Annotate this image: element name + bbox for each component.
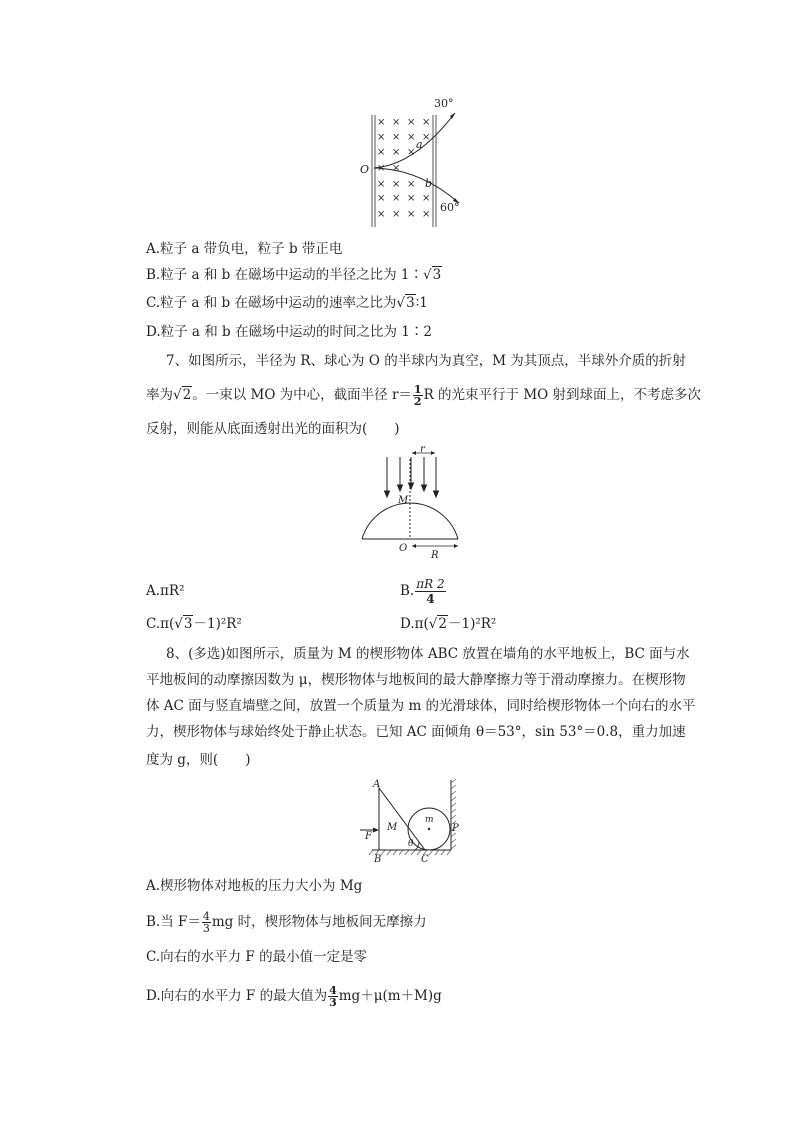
label-F: F [365, 831, 372, 842]
q8-option-b-pre: B.当 F＝ [146, 914, 201, 930]
q7-option-c-a: C.π( [146, 616, 175, 632]
q8-option-d-fraction [328, 985, 338, 1008]
svg-text:×: × [407, 117, 416, 128]
q8-option-b [146, 911, 427, 934]
q6-option-a: A.粒子 a 带负电，粒子 b 带正电 [146, 241, 343, 257]
q7-stem-line3: 反射，则能从底面透射出光的面积为( ) [146, 421, 400, 437]
q7-option-b-num: πR 2 [416, 577, 445, 591]
label-r: r [420, 444, 425, 455]
q7-frac-num: 1 [413, 383, 422, 396]
q7-option-d: D.π(√2－1)²R² [400, 616, 497, 632]
q7-radicand: 2 [182, 387, 192, 403]
svg-text:×: × [422, 193, 431, 204]
label-M: M [398, 495, 409, 506]
q8-option-d-post: mg＋μ(m＋M)g [338, 988, 442, 1004]
label-m: m [425, 815, 434, 825]
q8-option-b-num: 4 [202, 910, 210, 923]
q6-option-b-text: B.粒子 a 和 b 在磁场中运动的半径之比为 1∶ [146, 267, 423, 283]
q8-option-b-fraction [202, 911, 211, 934]
q7-option-a: A.πR² [146, 583, 185, 599]
q7-frac-den: 2 [413, 395, 422, 408]
q8-option-d [146, 985, 442, 1008]
magnetic-field-figure [355, 95, 465, 230]
svg-text:×: × [392, 209, 401, 220]
q7-option-b-fraction [415, 577, 445, 606]
q8-option-d-den: 3 [329, 996, 337, 1009]
q7-option-c: C.π(√3－1)²R² [146, 616, 242, 632]
label-A: A [373, 779, 381, 790]
q8-option-d-pre: D.向右的水平力 F 的最大值为 [146, 988, 328, 1004]
point-O-label: O [360, 163, 370, 176]
q7-option-d-a: D.π( [400, 616, 429, 632]
q7-text-c: R 的光束平行于 MO 射到球面上，不考虑多次 [423, 387, 702, 403]
q7-option-b-label: B. [400, 583, 415, 599]
q7-option-b-den: 4 [426, 592, 435, 606]
q8-option-b-post: mg 时，楔形物体与地板间无摩擦力 [211, 914, 427, 930]
svg-text:×: × [392, 163, 401, 174]
q7-fraction [413, 384, 423, 407]
svg-text:×: × [392, 147, 401, 158]
hemisphere-figure [355, 444, 470, 561]
q6-option-c-radicand: 3 [406, 295, 415, 311]
svg-text:×: × [407, 193, 416, 204]
q8-stem-line1: 8、(多选)如图所示，质量为 M 的楔形物体 ABC 放置在墙角的水平地板上，BC 面与水 [166, 646, 690, 662]
label-theta: θ [408, 839, 414, 849]
q7-stem-line1: 7、如图所示，半径为 R、球心为 O 的半球内为真空，M 为其顶点，半球外介质的折射 [166, 353, 686, 369]
q7-option-d-b: －1)²R² [447, 616, 497, 632]
label-P: P [452, 823, 459, 834]
angle-60-label: 60° [440, 201, 460, 214]
svg-text:×: × [407, 209, 416, 220]
svg-text:×: × [392, 193, 401, 204]
svg-text:×: × [392, 179, 401, 190]
svg-text:×: × [377, 117, 386, 128]
svg-text:×: × [392, 117, 401, 128]
q6-option-d: D.粒子 a 和 b 在磁场中运动的时间之比为 1∶2 [146, 324, 432, 340]
svg-text:×: × [392, 132, 401, 143]
q7-option-c-b: －1)²R² [193, 616, 242, 632]
svg-text:×: × [377, 132, 386, 143]
svg-text:×: × [377, 147, 386, 158]
svg-text:×: × [422, 209, 431, 220]
q6-option-c: C.粒子 a 和 b 在磁场中运动的速率之比为√3∶1 [146, 295, 428, 311]
svg-text:×: × [377, 209, 386, 220]
svg-text:×: × [407, 147, 416, 158]
q7-text-a: 率为 [146, 387, 173, 403]
label-C: C [421, 854, 429, 865]
q7-option-d-radicand: 2 [438, 616, 447, 632]
q8-stem-line4: 力，楔形物体与球始终处于静止状态。已知 AC 面倾角 θ＝53°，sin 53°＝0.8，重力加速 [146, 724, 686, 740]
q6-option-b: B.粒子 a 和 b 在磁场中运动的半径之比为 1∶√3 [146, 267, 442, 283]
svg-text:×: × [407, 179, 416, 190]
trajectory-b [374, 168, 459, 203]
q8-option-b-den: 3 [202, 922, 210, 935]
label-M: M [387, 822, 398, 833]
q8-stem-line2: 平地板间的动摩擦因数为 μ，楔形物体与地板间的最大静摩擦力等于滑动摩擦力。在楔形物 [146, 672, 686, 688]
q8-stem-line3: 体 AC 面与竖直墙壁之间，放置一个质量为 m 的光滑球体，同时给楔形物体一个向右的水平 [146, 698, 696, 714]
q7-option-c-radicand: 3 [183, 616, 193, 632]
svg-text:×: × [377, 163, 386, 174]
q8-option-d-num: 4 [329, 984, 337, 997]
svg-text:×: × [407, 132, 416, 143]
svg-text:×: × [377, 193, 386, 204]
q6-option-c-text: C.粒子 a 和 b 在磁场中运动的速率之比为 [146, 295, 397, 311]
q6-option-c-tail: ∶1 [415, 295, 428, 311]
q8-option-a: A.楔形物体对地板的压力大小为 Mg [146, 878, 363, 894]
q7-text-b: 。一束以 MO 为中心，截面半径 r＝ [192, 387, 412, 403]
label-B: B [374, 854, 382, 865]
q8-option-c: C.向右的水平力 F 的最小值一定是零 [146, 949, 368, 965]
svg-text:×: × [422, 132, 431, 143]
q7-option-b [400, 577, 447, 606]
svg-text:×: × [422, 117, 431, 128]
svg-text:×: × [377, 179, 386, 190]
wedge-figure [355, 775, 465, 867]
wedge-ABC [379, 788, 425, 850]
q6-option-b-radicand: 3 [432, 267, 442, 283]
q7-stem-line2: 率为√2。一束以 MO 为中心，截面半径 r＝ $\frac{1}{2}$ R 的光束平行于 MO 射到球面上，不考虑多次 [146, 383, 702, 408]
label-R: R [431, 550, 439, 561]
label-O: O [399, 543, 408, 554]
particle-a-label: a [416, 138, 423, 151]
angle-30-label: 30° [434, 97, 454, 110]
particle-b-label: b [425, 177, 433, 190]
q8-stem-line5: 度为 g，则( ) [146, 752, 251, 768]
